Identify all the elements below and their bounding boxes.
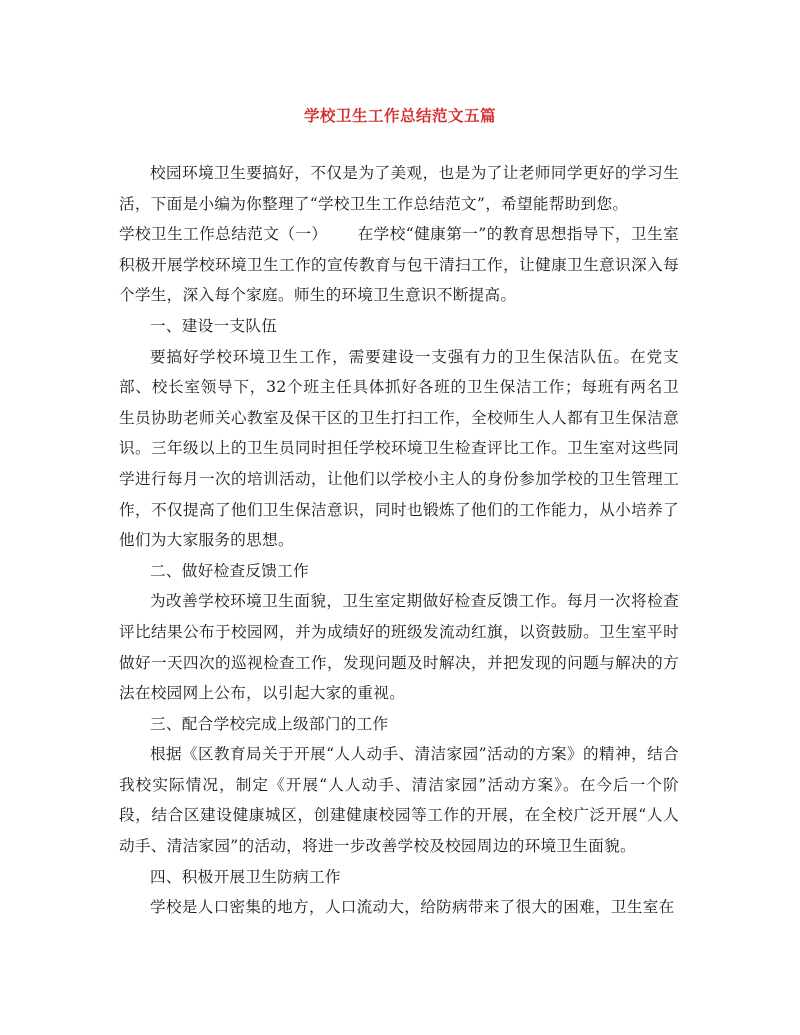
document-body — [119, 158, 679, 923]
heading-build-team: 一、建设一支队伍 — [150, 316, 278, 335]
section-one-paragraph — [119, 219, 679, 311]
heading-cooperate-superior: 三、配合学校完成上级部门的工作 — [150, 714, 389, 733]
paragraph-cooperate-superior: 根据《区教育局关于开展“人人动手、清洁家园”活动的方案》的精神，结合我校实际情况，制定《开展“人人动手、清洁家园”活动方案》。在今后一个阶段，结合区建设健康城区，创建健康校园等工作的开展，在全校广泛开展“人人动手、清洁家园”的活动，将进一步改善学校及校园周边的环境卫生面貌。 — [119, 745, 679, 856]
intro-paragraph: 校园环境卫生要搞好，不仅是为了美观，也是为了让老师同学更好的学习生活，下面是小编为你整理了“学校卫生工作总结范文”，希望能帮助到您。 — [119, 164, 679, 213]
paragraph-build-team: 要搞好学校环境卫生工作，需要建设一支强有力的卫生保洁队伍。在党支部、校长室领导下，32个班主任具体抓好各班的卫生保洁工作；每班有两名卫生员协助老师关心教室及保干区的卫生打扫工作，全校师生人人都有卫生保洁意识。三年级以上的卫生员同时担任学校环境卫生检查评比工作。卫生室对这些同学进行每月一次的培训活动，让他们以学校小主人的身份参加学校的卫生管理工作，不仅提高了他们卫生保洁意识，同时也锻炼了他们的工作能力，从小培养了他们为大家服务的思想。 — [119, 347, 679, 550]
section-label: 学校卫生工作总结范文（一） — [119, 225, 328, 244]
section-intro: 在学校“健康第一”的教育思想指导下，卫生室积极开展学校环境卫生工作的宣传教育与包干清扫工作，让健康卫生意识深入每个学生，深入每个家庭。师生的环境卫生意识不断提高。 — [119, 225, 680, 305]
heading-disease-prevention: 四、积极开展卫生防病工作 — [150, 867, 341, 886]
paragraph-disease-prevention: 学校是人口密集的地方，人口流动大，给防病带来了很大的困难，卫生室在 — [150, 898, 675, 917]
heading-inspection-feedback: 二、做好检查反馈工作 — [150, 561, 309, 580]
paragraph-inspection-feedback: 为改善学校环境卫生面貌，卫生室定期做好检查反馈工作。每月一次将检查评比结果公布于校园网，并为成绩好的班级发流动红旗，以资鼓励。卫生室平时做好一天四次的巡视检查工作，发现问题及时解决，并把发现的问题与解决的方法在校园网上公布，以引起大家的重视。 — [119, 592, 679, 703]
document-title: 学校卫生工作总结范文五篇 — [303, 106, 496, 125]
